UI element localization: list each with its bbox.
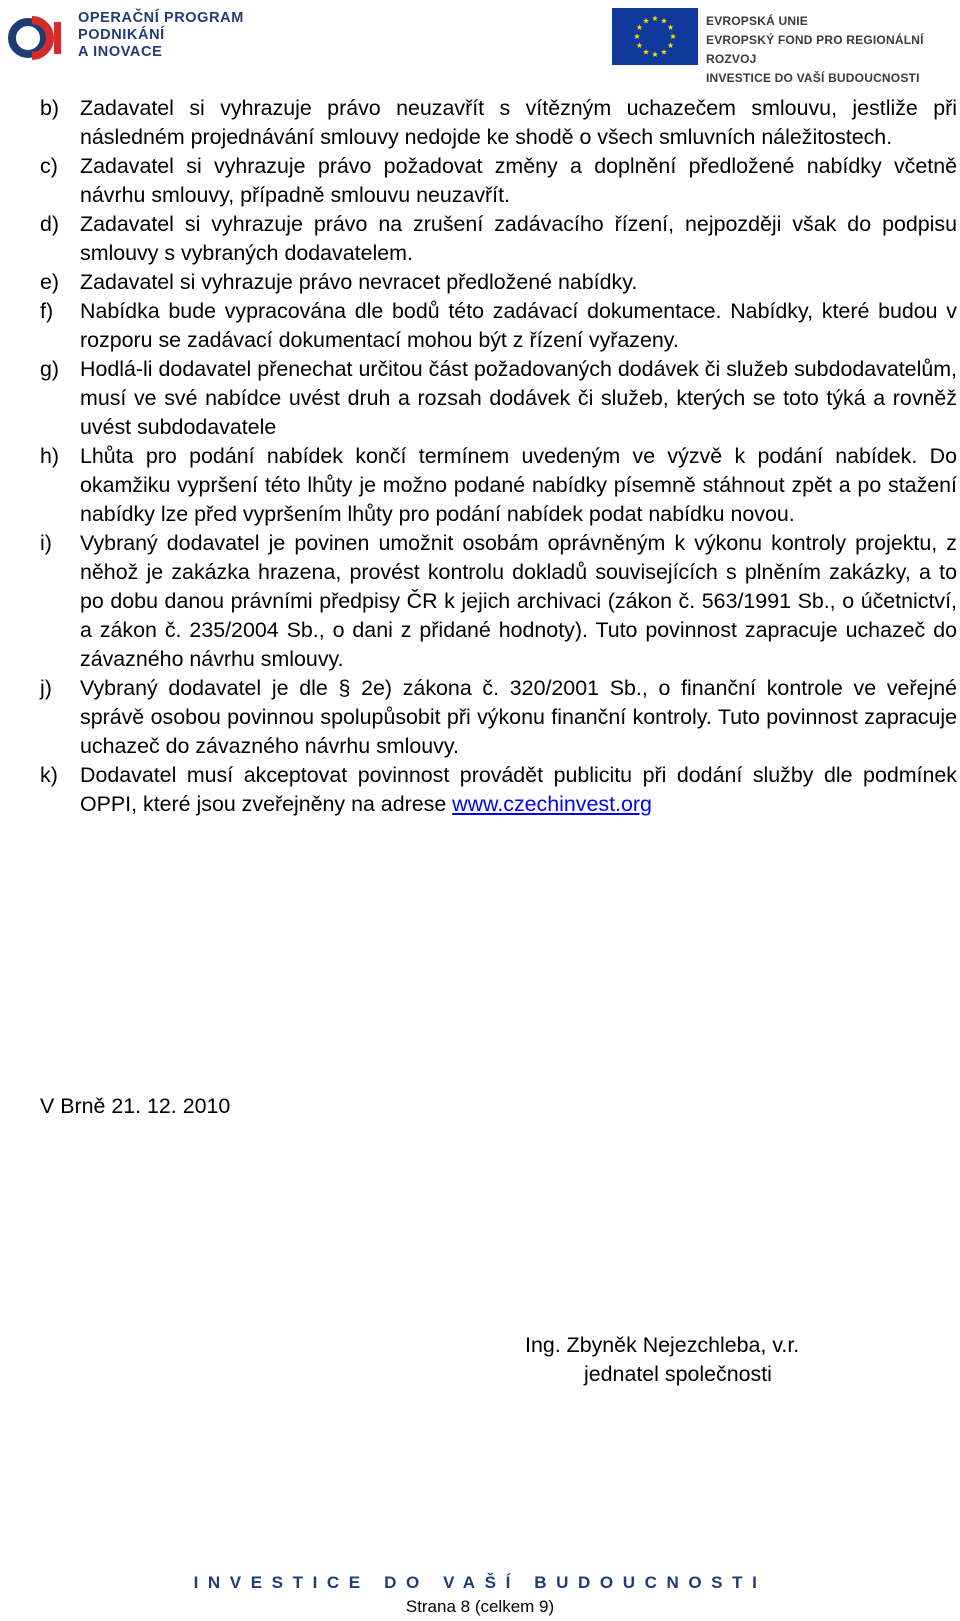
list-marker: k) bbox=[40, 763, 58, 787]
list-item-text: Zadavatel si vyhrazuje právo neuzavřít s vítězným uchazečem smlouvu, jestliže při následném projednávání smlouvy nedojde ke shodě o všech smluvních náležitostech. bbox=[80, 96, 957, 149]
czechinvest-link[interactable]: www.czechinvest.org bbox=[452, 792, 652, 816]
list-item-text: Lhůta pro podání nabídek končí termínem uvedeným ve výzvě k podání nabídek. Do okamžiku vypršení této lhůty je možno podané nabídky písemně stáhnout zpět a po stažení nabídky lze před vypršením lhůty pro podání nabídek podat nabídku novou. bbox=[80, 444, 957, 526]
eu-logo-line: EVROPSKÁ UNIE bbox=[706, 14, 808, 28]
program-logo-line: A INOVACE bbox=[78, 44, 163, 60]
list-item-text: Zadavatel si vyhrazuje právo požadovat změny a doplnění předložené nabídky včetně návrhu smlouvy, případně smlouvu neuzavřít. bbox=[80, 154, 957, 207]
footer-slogan: INVESTICE DO VAŠÍ BUDOUCNOSTI bbox=[193, 1573, 767, 1592]
eu-logo-text bbox=[706, 12, 960, 88]
conditions-list bbox=[40, 94, 957, 819]
page-number: Strana 8 (celkem 9) bbox=[405, 1597, 555, 1616]
list-item-text: Zadavatel si vyhrazuje právo na zrušení zadávacího řízení, nejpozději však do podpisu smlouvy s vybraných dodavatelem. bbox=[80, 212, 957, 265]
list-marker: j) bbox=[40, 676, 52, 700]
list-marker: g) bbox=[40, 357, 60, 381]
list-item-text bbox=[80, 761, 957, 819]
list-marker: h) bbox=[40, 444, 60, 468]
list-item bbox=[40, 152, 957, 210]
list-item-text: Zadavatel si vyhrazuje právo nevracet předložené nabídky. bbox=[80, 270, 638, 294]
signatory-role: jednatel společnosti bbox=[584, 1362, 772, 1386]
list-marker: i) bbox=[40, 531, 52, 555]
list-item bbox=[40, 442, 957, 529]
list-marker: d) bbox=[40, 212, 60, 236]
list-item-text: Vybraný dodavatel je povinen umožnit osobám oprávněným k výkonu kontroly projektu, z něhož je zakázka hrazena, provést kontrolu dokladů souvisejících s plněním zakázky, a to po dobu danou právními předpisy ČR k jejich archivaci (zákon č. 563/1991 Sb., o účetnictví, a zákon č. 235/2004 Sb., o dani z přidané hodnoty). Tuto povinnost zapracuje uchazeč do závazného návrhu smlouvy. bbox=[80, 531, 957, 671]
list-marker: c) bbox=[40, 154, 58, 178]
list-item bbox=[40, 761, 957, 819]
list-item-text: Vybraný dodavatel je dle § 2e) zákona č. 320/2001 Sb., o finanční kontrole ve veřejné správě osobou povinnou spolupůsobit při výkonu finanční kontroly. Tuto povinnost zapracuje uchazeč do závazného návrhu smlouvy. bbox=[80, 676, 957, 758]
program-logo-line: OPERAČNÍ PROGRAM bbox=[78, 10, 244, 26]
signatory-name: Ing. Zbyněk Nejezchleba, v.r. bbox=[525, 1333, 800, 1357]
list-item bbox=[40, 297, 957, 355]
list-item bbox=[40, 355, 957, 442]
list-item bbox=[40, 674, 957, 761]
list-item-text: Hodlá-li dodavatel přenechat určitou část požadovaných dodávek či služeb subdodavatelům, musí ve své nabídce uvést druh a rozsah dodávek či služeb, kterých se toto týká a rovněž uvést subdodavatele bbox=[80, 357, 957, 439]
list-marker: b) bbox=[40, 96, 60, 120]
list-item bbox=[40, 268, 957, 297]
eu-logo-line: EVROPSKÝ FOND PRO REGIONÁLNÍ ROZVOJ bbox=[706, 33, 924, 66]
list-item-text-part: Dodavatel musí akceptovat povinnost provádět publicitu při dodání služby dle podmínek OPPI, které jsou zveřejněny na adrese bbox=[80, 763, 957, 816]
program-logo-text bbox=[78, 10, 244, 61]
eu-flag-icon bbox=[612, 8, 698, 65]
list-item-text: Nabídka bude vypracována dle bodů této zadávací dokumentace. Nabídky, které budou v rozporu se zadávací dokumentací mohou být z řízení vyřazeny. bbox=[80, 299, 957, 352]
list-item bbox=[40, 94, 957, 152]
list-item bbox=[40, 210, 957, 268]
list-marker: f) bbox=[40, 299, 54, 323]
page-header bbox=[0, 0, 960, 85]
eu-logo-line: INVESTICE DO VAŠÍ BUDOUCNOSTI bbox=[706, 71, 920, 85]
document-date: V Brně 21. 12. 2010 bbox=[40, 1094, 231, 1118]
list-item bbox=[40, 529, 957, 674]
list-marker: e) bbox=[40, 270, 60, 294]
program-logo-line: PODNIKÁNÍ bbox=[78, 27, 165, 43]
